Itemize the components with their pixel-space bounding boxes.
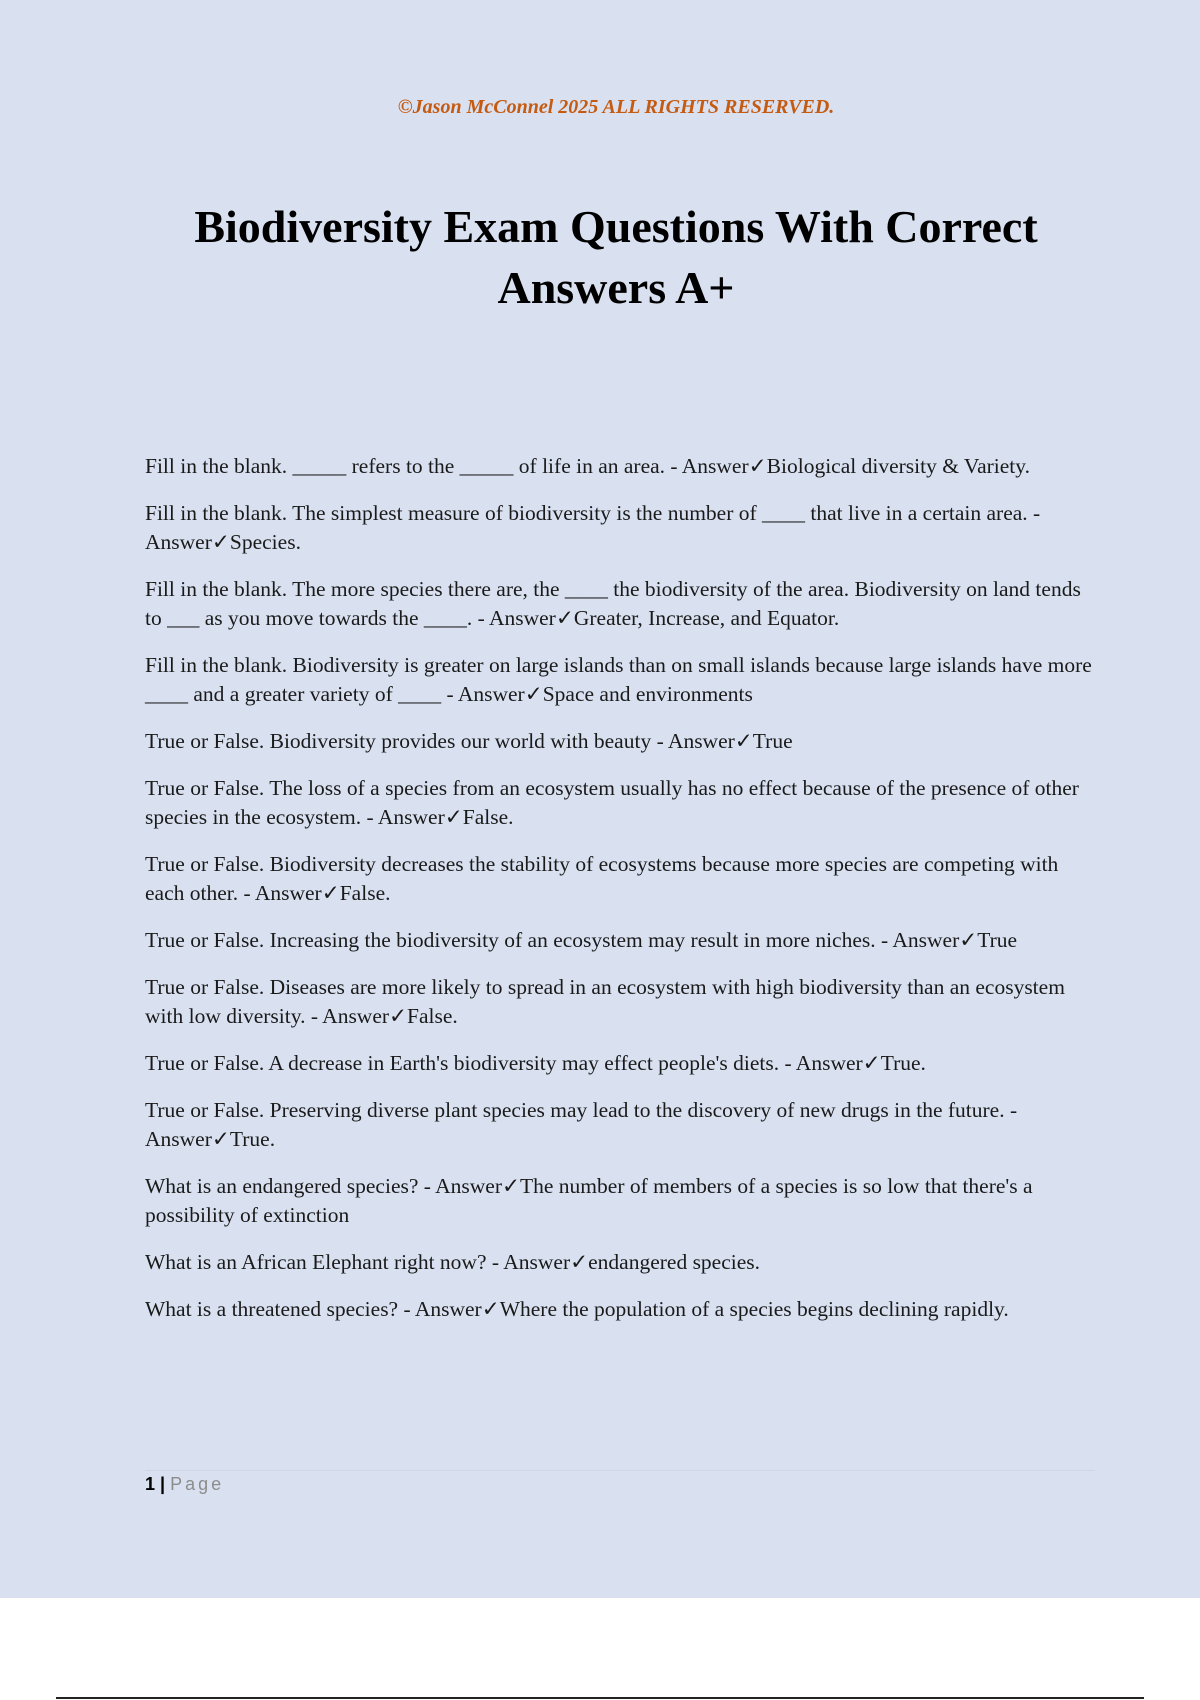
qa-item: Fill in the blank. The more species there are, the ____ the biodiversity of the area. Biodiversity on land tends to ___ as you move towards the ____. - Answer✓Greater, Increase, and Equator. (145, 577, 1081, 630)
qa-item: What is a threatened species? - Answer✓Where the population of a species begins declining rapidly. (145, 1297, 1009, 1321)
qa-item: Fill in the blank. The simplest measure of biodiversity is the number of ____ that live in a certain area. - Answer✓Species. (145, 501, 1041, 554)
qa-item: True or False. A decrease in Earth's biodiversity may effect people's diets. - Answer✓True. (145, 1051, 926, 1075)
footer-divider (145, 1470, 1095, 1471)
document-title: Biodiversity Exam Questions With Correct Answers A+ (194, 201, 1038, 313)
qa-list (145, 452, 1095, 1342)
page-number-separator: | (155, 1474, 171, 1494)
qa-item: What is an African Elephant right now? - Answer✓endangered species. (145, 1250, 761, 1274)
qa-item: Fill in the blank. Biodiversity is greater on large islands than on small islands because large islands have more ____ and a greater variety of ____ - Answer✓Space and environments (145, 653, 1092, 706)
qa-item: True or False. The loss of a species from an ecosystem usually has no effect because of the presence of other species in the ecosystem. - Answer✓False. (145, 776, 1079, 829)
bottom-divider (56, 1697, 1144, 1699)
qa-item: True or False. Biodiversity decreases the stability of ecosystems because more species are competing with each other. - Answer✓False. (145, 852, 1059, 905)
page-number (145, 1474, 224, 1495)
qa-item: What is an endangered species? - Answer✓The number of members of a species is so low that there's a possibility of extinction (145, 1174, 1033, 1227)
page-number-value: 1 (145, 1474, 156, 1494)
qa-item: True or False. Biodiversity provides our world with beauty - Answer✓True (145, 729, 793, 753)
qa-item: True or False. Diseases are more likely to spread in an ecosystem with high biodiversity than an ecosystem with low diversity. - Answer✓False. (145, 975, 1065, 1028)
copyright-header: ©Jason McConnel 2025 ALL RIGHTS RESERVED. (397, 96, 835, 118)
qa-item: True or False. Increasing the biodiversity of an ecosystem may result in more niches. - Answer✓True (145, 928, 1018, 952)
page-word: Page (170, 1474, 225, 1494)
qa-item: Fill in the blank. _____ refers to the _____ of life in an area. - Answer✓Biological diversity & Variety. (145, 454, 1030, 478)
qa-item: True or False. Preserving diverse plant species may lead to the discovery of new drugs in the future. - Answer✓True. (145, 1098, 1018, 1151)
